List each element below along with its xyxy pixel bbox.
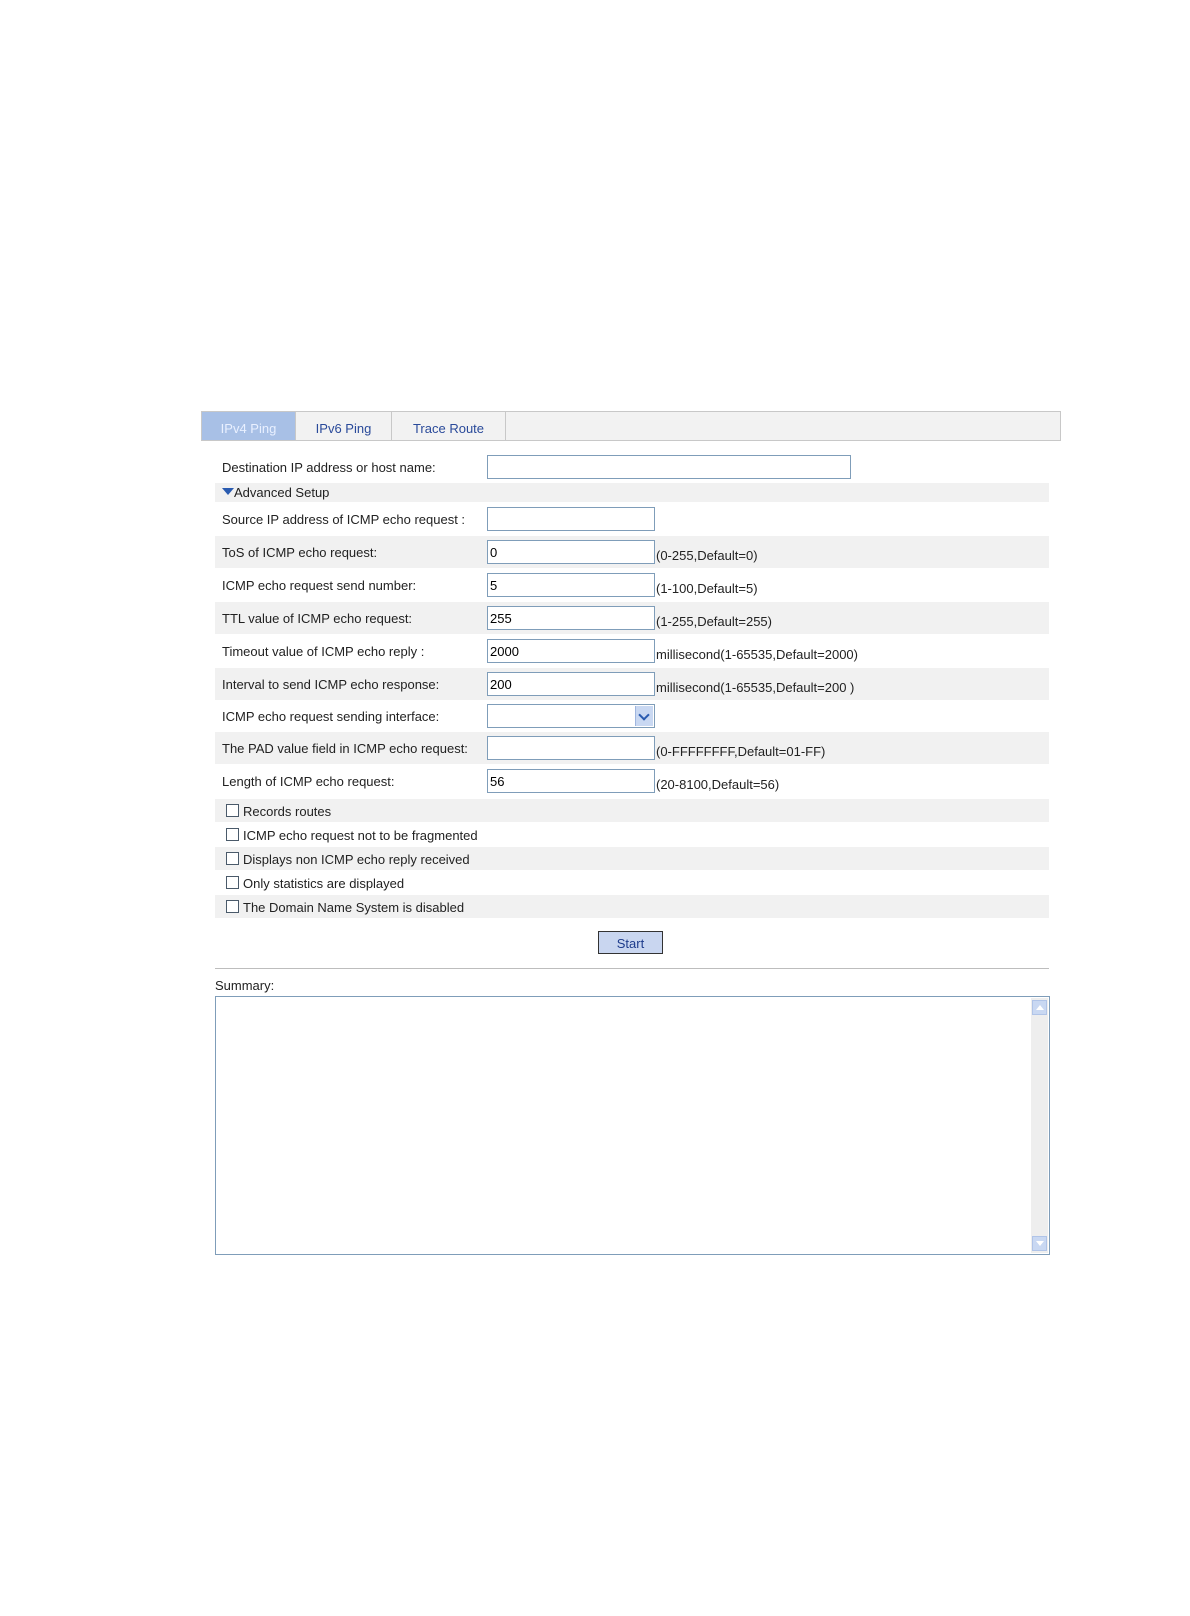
- scroll-down-icon[interactable]: [1032, 1236, 1047, 1251]
- option-statistics-only: [215, 871, 1049, 894]
- option-non-icmp-reply: [215, 847, 1049, 870]
- records-routes-label: Records routes: [243, 804, 332, 819]
- length-input[interactable]: [487, 769, 655, 793]
- records-routes-checkbox[interactable]: [226, 804, 239, 817]
- ttl-label: TTL value of ICMP echo request:: [222, 611, 413, 626]
- no-fragment-checkbox[interactable]: [226, 828, 239, 841]
- summary-content: [216, 997, 1049, 1005]
- source-ip-input[interactable]: [487, 507, 655, 531]
- option-dns-disabled: [215, 895, 1049, 918]
- ttl-hint: (1-255,Default=255): [656, 614, 772, 629]
- interface-select[interactable]: [487, 704, 655, 728]
- length-label: Length of ICMP echo request:: [222, 774, 395, 789]
- length-row: [215, 765, 1049, 797]
- statistics-only-label: Only statistics are displayed: [243, 876, 405, 891]
- tab-ipv6-ping[interactable]: IPv6 Ping: [296, 412, 392, 440]
- ttl-input[interactable]: [487, 606, 655, 630]
- divider: [215, 968, 1049, 969]
- send-number-hint: (1-100,Default=5): [656, 581, 758, 596]
- tab-ipv4-ping[interactable]: IPv4 Ping: [202, 412, 296, 440]
- scroll-up-icon[interactable]: [1032, 1000, 1047, 1015]
- tos-hint: (0-255,Default=0): [656, 548, 758, 563]
- non-icmp-reply-checkbox[interactable]: [226, 852, 239, 865]
- send-number-row: [215, 569, 1049, 601]
- triangle-down-icon: [222, 488, 234, 495]
- statistics-only-checkbox[interactable]: [226, 876, 239, 889]
- interval-row: [215, 668, 1049, 700]
- send-number-input[interactable]: [487, 573, 655, 597]
- advanced-setup-label: Advanced Setup: [234, 485, 330, 500]
- option-no-fragment: [215, 823, 1049, 846]
- pad-input[interactable]: [487, 736, 655, 760]
- send-number-label: ICMP echo request send number:: [222, 578, 417, 593]
- advanced-setup-toggle[interactable]: [215, 483, 1049, 502]
- tos-label: ToS of ICMP echo request:: [222, 545, 378, 560]
- pad-hint: (0-FFFFFFFF,Default=01-FF): [656, 744, 826, 759]
- tos-row: [215, 536, 1049, 568]
- summary-textarea[interactable]: [215, 996, 1050, 1255]
- interval-hint: millisecond(1-65535,Default=200 ): [656, 680, 855, 695]
- ttl-row: [215, 602, 1049, 634]
- timeout-input[interactable]: [487, 639, 655, 663]
- interface-label: ICMP echo request sending interface:: [222, 709, 440, 724]
- chevron-down-icon[interactable]: [635, 706, 653, 726]
- non-icmp-reply-label: Displays non ICMP echo reply received: [243, 852, 470, 867]
- timeout-row: [215, 635, 1049, 667]
- length-hint: (20-8100,Default=56): [656, 777, 780, 792]
- start-button[interactable]: Start: [598, 931, 663, 954]
- interval-input[interactable]: [487, 672, 655, 696]
- destination-label: Destination IP address or host name:: [222, 460, 436, 475]
- no-fragment-label: ICMP echo request not to be fragmented: [243, 828, 478, 843]
- summary-scrollbar[interactable]: [1031, 998, 1048, 1253]
- dns-disabled-label: The Domain Name System is disabled: [243, 900, 465, 915]
- dns-disabled-checkbox[interactable]: [226, 900, 239, 913]
- pad-row: [215, 732, 1049, 764]
- interface-row: [215, 701, 1049, 731]
- destination-row: [215, 451, 1049, 481]
- source-ip-row: [215, 503, 1049, 535]
- summary-label: Summary:: [215, 978, 275, 993]
- timeout-hint: millisecond(1-65535,Default=2000): [656, 647, 858, 662]
- tab-trace-route[interactable]: Trace Route: [392, 412, 506, 440]
- source-ip-label: Source IP address of ICMP echo request :: [222, 512, 466, 527]
- option-records-routes: [215, 799, 1049, 822]
- tos-input[interactable]: [487, 540, 655, 564]
- interval-label: Interval to send ICMP echo response:: [222, 677, 440, 692]
- pad-label: The PAD value field in ICMP echo request:: [222, 741, 468, 756]
- tab-bar: [201, 411, 1061, 441]
- timeout-label: Timeout value of ICMP echo reply :: [222, 644, 425, 659]
- destination-input[interactable]: [487, 455, 851, 479]
